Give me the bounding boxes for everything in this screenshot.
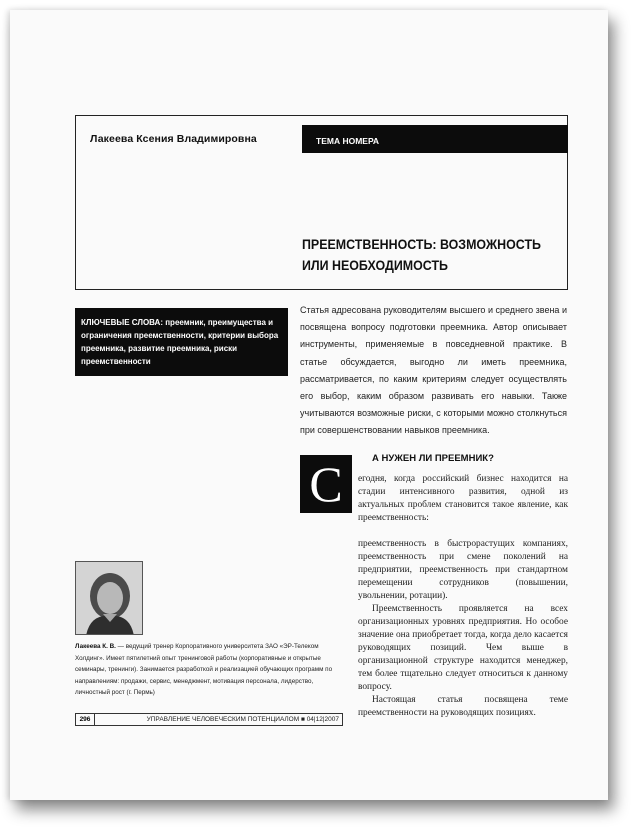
body-para-3: Настоящая статья посвящена теме преемственности на руководящих позициях. <box>358 695 568 718</box>
journal-page <box>10 10 608 800</box>
page-footer <box>75 713 343 726</box>
author-portrait-image <box>76 562 143 635</box>
body-para-2: Преемственность проявляется на всех организационных уровнях предприятия. Но особое значение она приобретает тогда, когда дело касается руководящих позиций. Чем выше в организационной структуре находится менеджер, тем более тщательно следует относиться к данному вопросу. <box>358 604 568 692</box>
keywords-box: КЛЮЧЕВЫЕ СЛОВА: преемник, преимущества и ограничения преемственности, критерии выбора преемника, развитие преемника, риски преемственности <box>75 308 288 376</box>
title-line-2: ИЛИ НЕОБХОДИМОСТЬ <box>302 258 448 273</box>
body-para-1-end: преемственность в быстрорастущих компаниях, преемственность при смене поколений на предприятии, преемственность при стандартном перемещении сотрудников (повышении, увольнении, ротации). <box>358 539 568 601</box>
article-title <box>302 234 541 276</box>
body-para-1-start: егодня, когда российский бизнес находится на стадии интенсивного развития, одной из актуальных проблем становится такое явление, как преемственность: <box>358 474 568 523</box>
author-bio <box>75 641 345 699</box>
author-photo <box>75 561 143 635</box>
bio-text: — ведущий тренер Корпоративного университета ЗАО «ЭР-Телеком Холдинг». Имеет пятилетний опыт тренинговой работы (корпоративные и открытые семинары, тренинги). Занимается разработкой и реализацией обучающих программ по направлениям: продажи, сервис, менеджмент, мотивация персонала, лидерство, личностный рост (г. Пермь) <box>75 643 333 697</box>
drop-cap: С <box>300 455 352 513</box>
page-number: 296 <box>76 714 95 725</box>
body-column <box>358 538 568 720</box>
author-name: Лакеева Ксения Владимировна <box>90 133 257 145</box>
title-line-1: ПРЕЕМСТВЕННОСТЬ: ВОЗМОЖНОСТЬ <box>302 237 541 252</box>
bio-name: Лакеева К. В. <box>75 643 116 650</box>
article-header <box>75 115 568 290</box>
journal-name: УПРАВЛЕНИЕ ЧЕЛОВЕЧЕСКИМ ПОТЕНЦИАЛОМ ■ 04|12|2007 <box>146 716 339 723</box>
section-heading: А НУЖЕН ЛИ ПРЕЕМНИК? <box>372 453 494 464</box>
rubric-label: ТЕМА НОМЕРА <box>316 136 380 146</box>
rubric-bar <box>302 125 568 153</box>
abstract: Статья адресована руководителям высшего и среднего звена и посвящена вопросу подготовки преемника. Автор описывает инструменты, применяемые в повседневной практике. В статье обсуждается, выгодно ли иметь преемника, рассматривается, по каким критериям следует осуществлять его выбор, каким образом развивать его навыки. Также учитываются возможные риски, с которыми можно столкнуться при совершенствовании навыков преемника. <box>300 305 567 436</box>
